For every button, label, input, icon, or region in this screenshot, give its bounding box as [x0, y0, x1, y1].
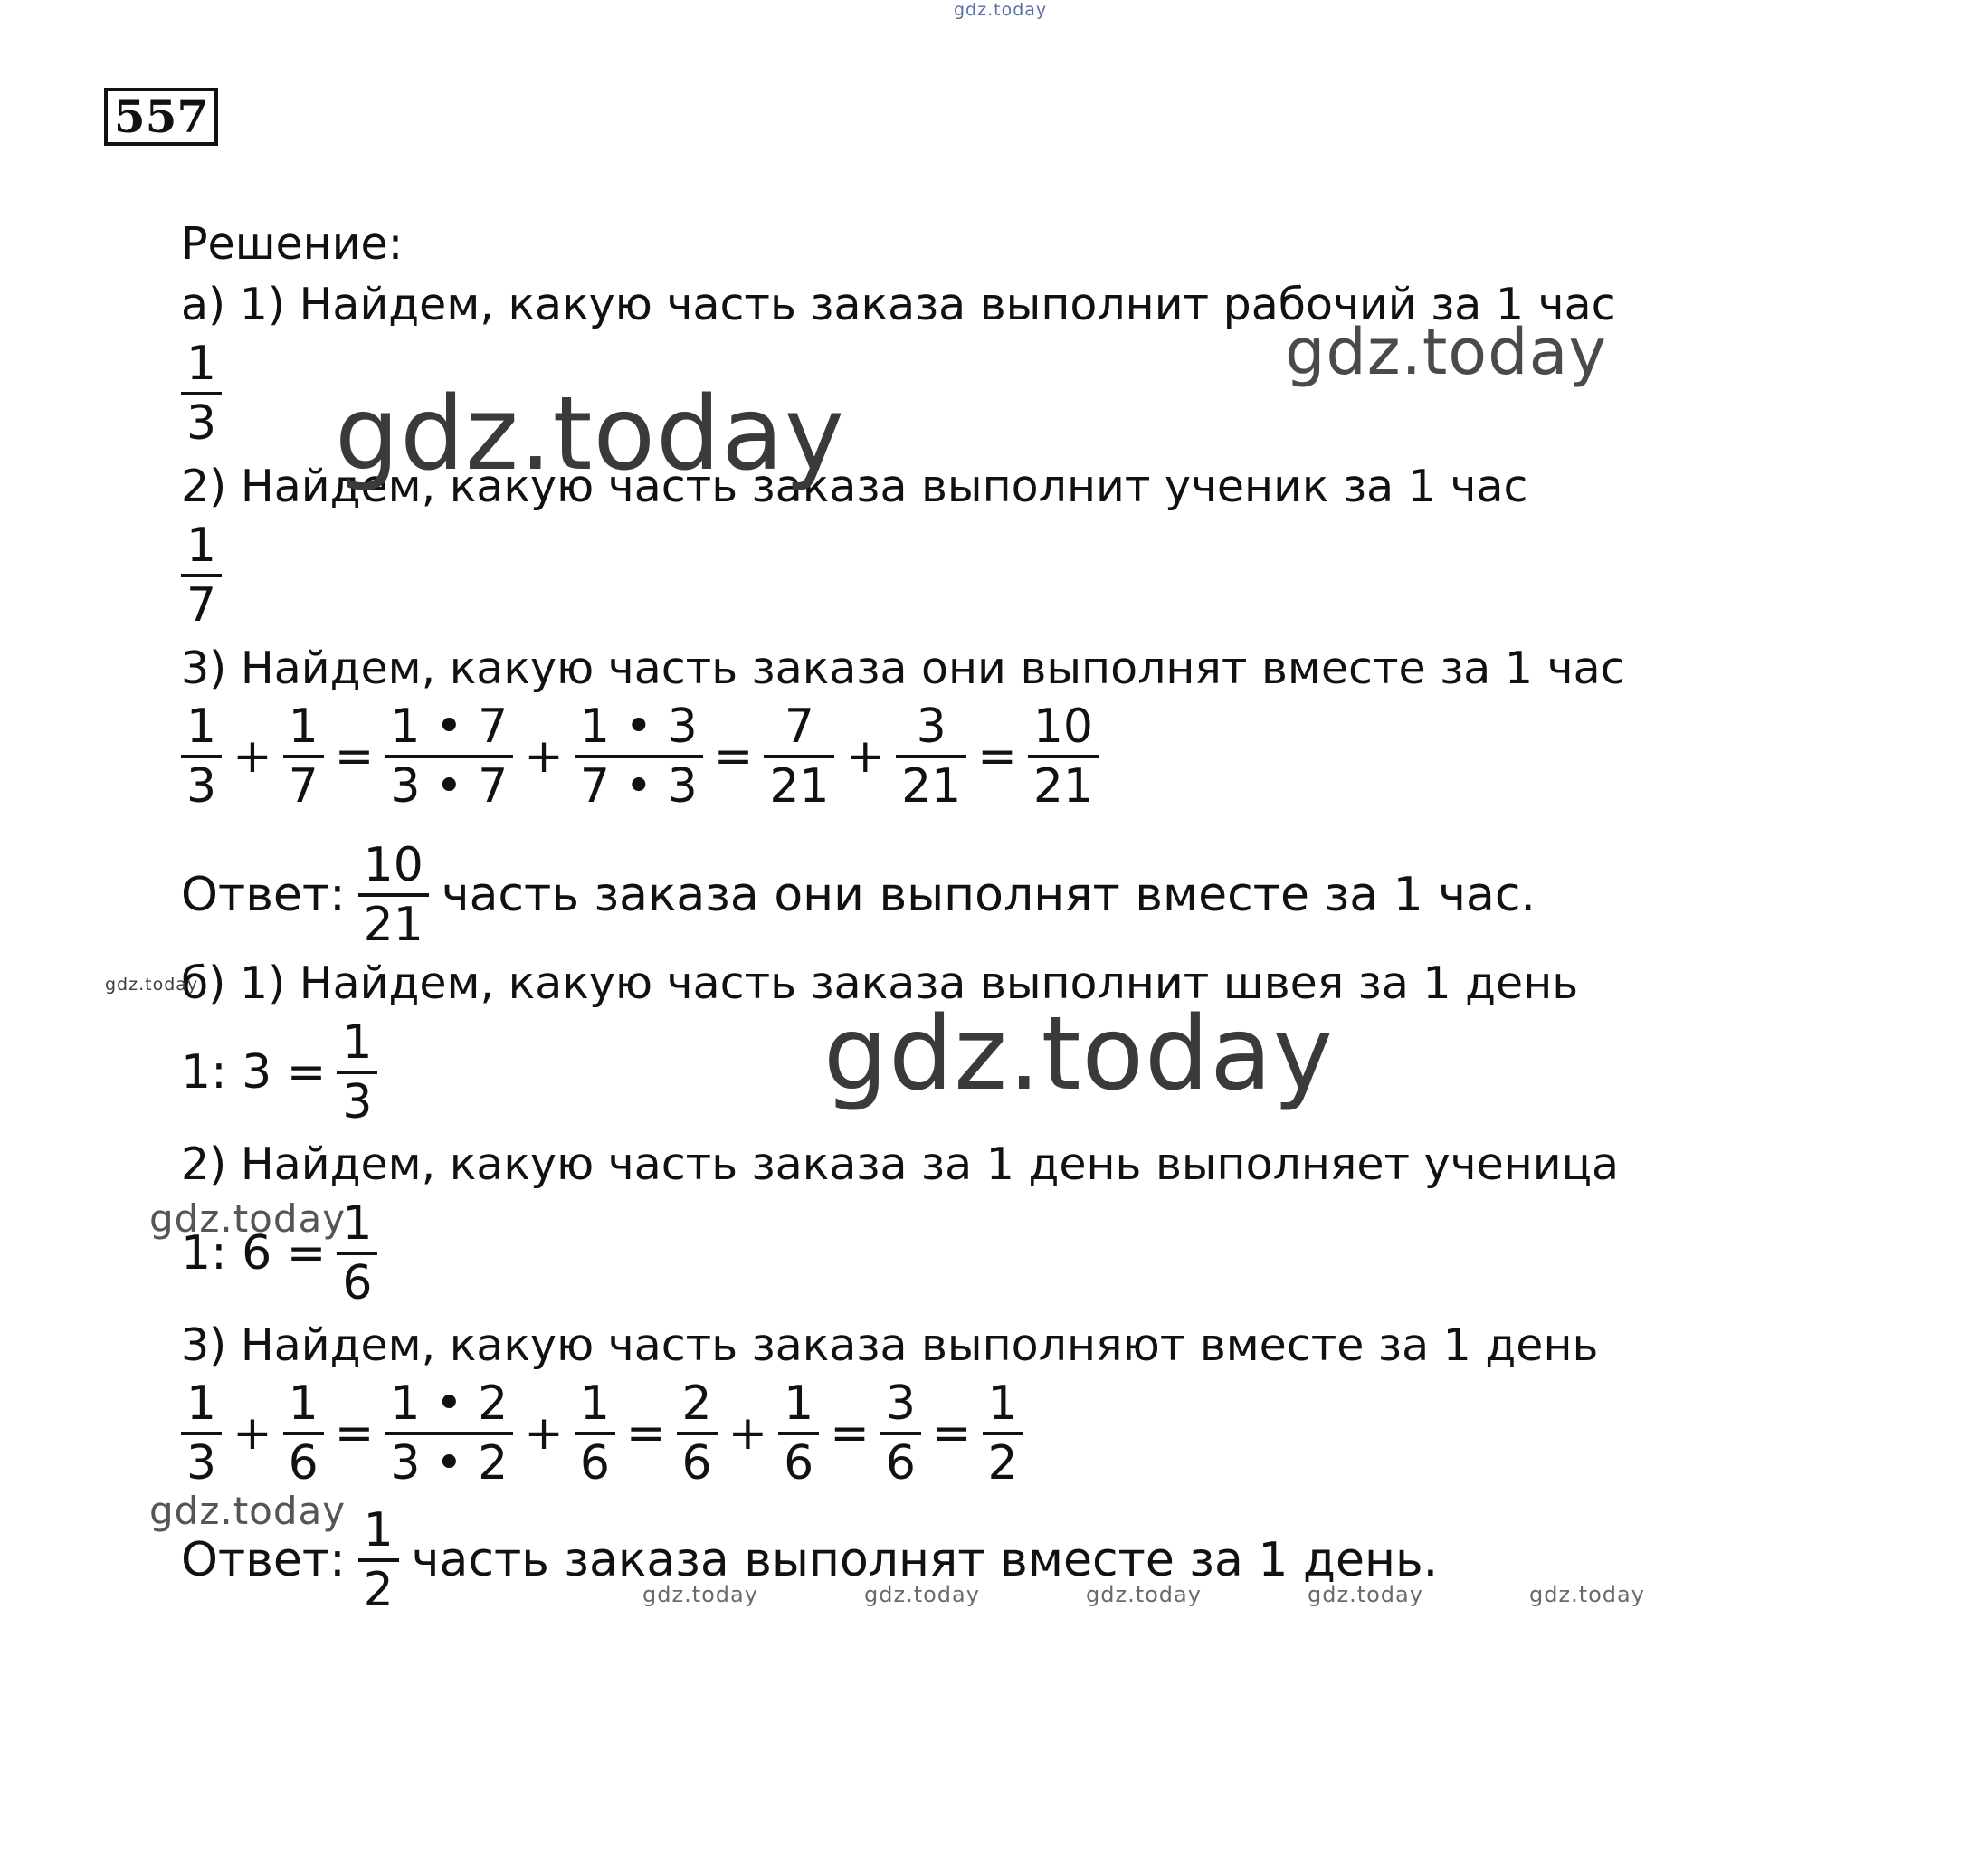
fraction: $\frac{1 • 3}{7 • 3}$ [575, 699, 703, 814]
fraction: $\frac{10}{21}$ [1028, 699, 1099, 814]
solution-heading: Решение: [181, 218, 404, 270]
division-expression: 1: 6 = [181, 1226, 327, 1281]
watermark-row-5: gdz.today [1529, 1582, 1645, 1607]
fraction: $\frac{1 • 7}{3 • 7}$ [385, 699, 513, 814]
plus-sign: + [524, 729, 564, 784]
problem-number: 557 [104, 88, 218, 146]
numerator: 1 [186, 519, 217, 573]
equals-sign: = [713, 729, 754, 784]
equals-sign: = [977, 729, 1017, 784]
watermark-row-4: gdz.today [1308, 1582, 1423, 1607]
watermark-row-1: gdz.today [642, 1582, 758, 1607]
watermark-large-3: gdz.today [823, 995, 1335, 1113]
fraction: $\frac{7}{21}$ [764, 699, 834, 814]
fraction: $\frac{3}{21}$ [896, 699, 966, 814]
fraction: $\frac{1}{6}$ [575, 1376, 615, 1491]
watermark-medium-2: gdz.today [149, 1489, 347, 1533]
part-a-step1: а) 1) Найдем, какую часть заказа выполнит рабочий за 1 час [181, 279, 1616, 330]
watermark-top: gdz.today [954, 0, 1048, 20]
watermark-large-1: gdz.today [1285, 315, 1607, 389]
plus-sign: + [524, 1406, 564, 1461]
answer-fraction: $\frac{1}{2}$ [358, 1502, 399, 1618]
part-a-equation [181, 699, 1099, 814]
part-a-answer [181, 837, 1536, 953]
part-a-fraction1 [181, 336, 222, 452]
denominator: 3 [186, 396, 217, 451]
part-a-step2: 2) Найдем, какую часть заказа выполнит ученик за 1 час [181, 461, 1528, 512]
answer-label: Ответ: [181, 868, 346, 922]
part-b-equation [181, 1376, 1023, 1491]
part-b-step2: 2) Найдем, какую часть заказа за 1 день выполняет ученица [181, 1138, 1620, 1190]
fraction: $\frac{1}{3}$ [181, 1376, 222, 1491]
equals-sign: = [931, 1406, 972, 1461]
equals-sign: = [625, 1406, 666, 1461]
watermark-large-2: gdz.today [335, 376, 846, 493]
fraction: $\frac{2}{6}$ [677, 1376, 718, 1491]
part-b-calc1 [181, 1014, 377, 1130]
part-b-step3: 3) Найдем, какую часть заказа выполняют вместе за 1 день [181, 1319, 1599, 1371]
answer-fraction: $\frac{10}{21}$ [358, 837, 429, 953]
part-a-step3: 3) Найдем, какую часть заказа они выполнят вместе за 1 час [181, 643, 1625, 694]
fraction: $\frac{1}{2}$ [983, 1376, 1023, 1491]
part-a-fraction2 [181, 518, 222, 633]
answer-text: часть заказа выполнят вместе за 1 день. [411, 1533, 1439, 1587]
answer-label: Ответ: [181, 1533, 346, 1587]
watermark-small-left: gdz.today [105, 975, 199, 995]
watermark-row-2: gdz.today [864, 1582, 980, 1607]
denominator: 7 [186, 578, 217, 633]
fraction: $\frac{1}{6}$ [778, 1376, 819, 1491]
plus-sign: + [233, 1406, 272, 1461]
plus-sign: + [233, 729, 272, 784]
fraction: $\frac{1}{6}$ [283, 1376, 324, 1491]
fraction [181, 518, 222, 633]
division-expression: 1: 3 = [181, 1045, 327, 1100]
equals-sign: = [334, 1406, 375, 1461]
numerator: 1 [186, 337, 217, 391]
fraction: $\frac{1}{3}$ [337, 1014, 377, 1130]
equals-sign: = [334, 729, 375, 784]
equals-sign: = [830, 1406, 870, 1461]
fraction: $\frac{1 • 2}{3 • 2}$ [385, 1376, 513, 1491]
watermark-medium-1: gdz.today [149, 1196, 347, 1241]
watermark-row-3: gdz.today [1086, 1582, 1202, 1607]
fraction: $\frac{1}{6}$ [337, 1195, 377, 1311]
plus-sign: + [728, 1406, 768, 1461]
plus-sign: + [845, 729, 886, 784]
fraction: $\frac{1}{3}$ [181, 699, 222, 814]
part-b-answer [181, 1502, 1438, 1618]
fraction: $\frac{1}{7}$ [283, 699, 324, 814]
fraction: $\frac{3}{6}$ [880, 1376, 921, 1491]
fraction [181, 336, 222, 452]
part-b-step1: б) 1) Найдем, какую часть заказа выполнит швея за 1 день [181, 957, 1579, 1009]
answer-text: часть заказа они выполнят вместе за 1 час. [441, 868, 1536, 922]
